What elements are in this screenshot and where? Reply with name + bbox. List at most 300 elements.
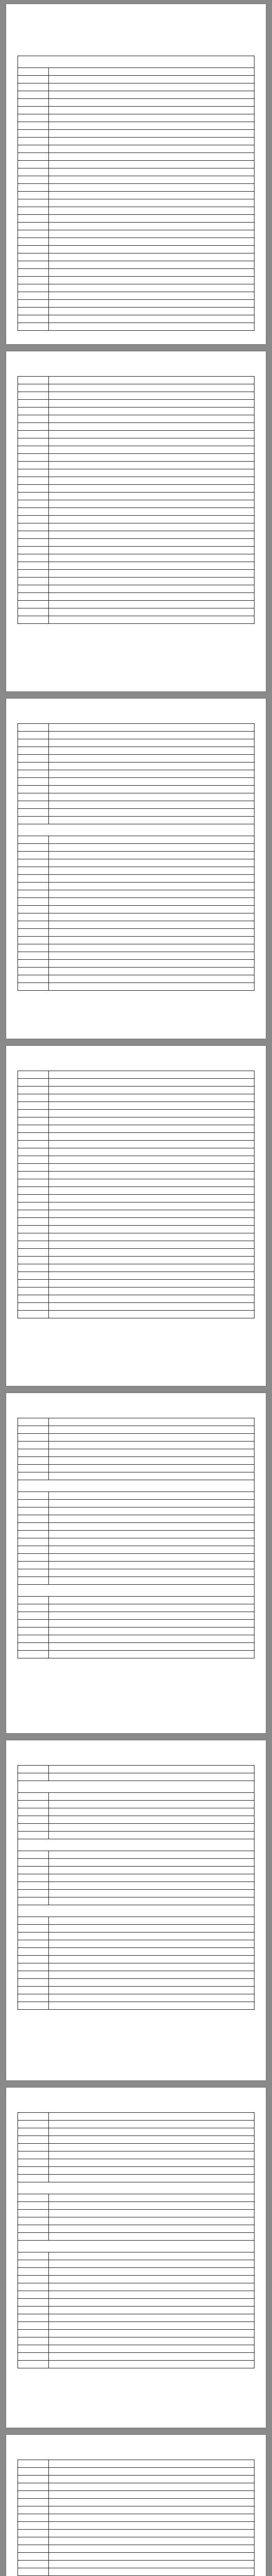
table-row	[18, 261, 254, 269]
item-number	[18, 2225, 49, 2233]
item-number	[18, 1925, 49, 1933]
document-page	[6, 1740, 266, 2080]
item-number	[18, 2568, 49, 2576]
item-label	[48, 2330, 254, 2337]
table-row	[18, 1577, 254, 1585]
item-number	[18, 1418, 49, 1426]
item-number	[18, 2530, 49, 2537]
table-row	[18, 2268, 254, 2276]
item-label	[48, 1604, 254, 1612]
table-row	[18, 1867, 254, 1874]
table-row	[18, 1311, 254, 1318]
item-number	[18, 1562, 49, 1569]
section-heading	[18, 56, 254, 68]
table-row	[18, 2121, 254, 2128]
table-row	[18, 801, 254, 809]
item-number	[18, 2121, 49, 2128]
table-row	[18, 570, 254, 578]
item-label	[48, 1773, 254, 1781]
item-label	[48, 883, 254, 890]
table-row	[18, 2151, 254, 2159]
table-row	[18, 1094, 254, 1102]
item-label	[48, 2268, 254, 2276]
item-number	[18, 462, 49, 469]
item-number	[18, 1465, 49, 1472]
table-row	[18, 906, 254, 913]
item-number	[18, 1577, 49, 1585]
item-number	[18, 2561, 49, 2568]
item-label	[48, 2299, 254, 2307]
item-number	[18, 732, 49, 739]
item-number	[18, 608, 49, 616]
items-table	[18, 56, 254, 331]
item-number	[18, 477, 49, 485]
item-label	[48, 975, 254, 983]
item-label	[48, 215, 254, 223]
item-label	[48, 2151, 254, 2159]
item-number	[18, 1507, 49, 1515]
item-number	[18, 107, 49, 114]
item-number	[18, 1187, 49, 1195]
item-number	[18, 269, 49, 277]
item-label	[48, 1133, 254, 1141]
item-number	[18, 554, 49, 562]
item-label	[48, 315, 254, 323]
item-label	[48, 2210, 254, 2217]
item-label	[48, 2561, 254, 2568]
table-row	[18, 562, 254, 570]
item-label	[48, 1241, 254, 1249]
table-row	[18, 1554, 254, 1562]
item-label	[48, 778, 254, 786]
table-row	[18, 184, 254, 192]
table-row	[18, 793, 254, 801]
table-row	[18, 1933, 254, 1940]
table-row	[18, 1442, 254, 1449]
item-number	[18, 1125, 49, 1133]
table-row	[18, 2537, 254, 2545]
item-label	[48, 238, 254, 246]
item-label	[48, 1882, 254, 1890]
item-label	[48, 852, 254, 859]
table-row	[18, 323, 254, 331]
item-number	[18, 2128, 49, 2136]
item-label	[48, 1801, 254, 1808]
item-number	[18, 76, 49, 83]
table-row	[18, 1832, 254, 1839]
item-label	[48, 114, 254, 122]
item-label	[48, 801, 254, 809]
table-row	[18, 523, 254, 531]
item-label	[48, 1832, 254, 1839]
item-number	[18, 593, 49, 601]
item-number	[18, 485, 49, 493]
item-number	[18, 2491, 49, 2499]
table-row	[18, 1426, 254, 1434]
item-label	[48, 1562, 254, 1569]
item-label	[48, 770, 254, 778]
table-row	[18, 438, 254, 446]
item-number	[18, 547, 49, 554]
item-number	[18, 2545, 49, 2553]
table-row	[18, 1773, 254, 1781]
table-row	[18, 1859, 254, 1867]
table-row	[18, 1948, 254, 1956]
item-number	[18, 377, 49, 384]
table-row	[18, 531, 254, 539]
item-number	[18, 1643, 49, 1651]
item-number	[18, 323, 49, 331]
table-row	[18, 1851, 254, 1859]
document-page	[6, 699, 266, 1039]
table-row	[18, 1917, 254, 1925]
item-label	[48, 531, 254, 539]
item-number	[18, 523, 49, 531]
item-label	[48, 1874, 254, 1882]
item-number	[18, 809, 49, 817]
item-number	[18, 2260, 49, 2268]
item-number	[18, 292, 49, 300]
item-label	[48, 2499, 254, 2506]
item-label	[48, 91, 254, 99]
item-label	[48, 99, 254, 107]
table-row	[18, 508, 254, 516]
item-number	[18, 1979, 49, 1987]
table-row	[18, 836, 254, 844]
item-number	[18, 2322, 49, 2330]
item-number	[18, 1249, 49, 1257]
item-label	[48, 1793, 254, 1801]
item-number	[18, 1824, 49, 1832]
item-label	[48, 477, 254, 485]
table-row	[18, 469, 254, 477]
item-label	[48, 2545, 254, 2553]
item-label	[48, 739, 254, 747]
item-number	[18, 867, 49, 875]
item-label	[48, 1948, 254, 1956]
table-row	[18, 500, 254, 508]
item-number	[18, 960, 49, 968]
section-heading	[18, 824, 254, 836]
item-number	[18, 1218, 49, 1226]
table-row	[18, 207, 254, 215]
item-label	[48, 1643, 254, 1651]
table-row	[18, 2514, 254, 2522]
items-table	[18, 376, 254, 624]
item-label	[48, 2468, 254, 2476]
document-page	[6, 1393, 266, 1733]
item-number	[18, 585, 49, 593]
item-label	[48, 1472, 254, 1480]
item-number	[18, 192, 49, 199]
item-label	[48, 817, 254, 824]
item-label	[48, 570, 254, 578]
item-number	[18, 1079, 49, 1087]
table-row	[18, 1241, 254, 1249]
table-row	[18, 2322, 254, 2330]
section-heading-row	[18, 1839, 254, 1851]
table-row	[18, 1628, 254, 1635]
item-label	[48, 608, 254, 616]
table-row	[18, 1538, 254, 1546]
item-label	[48, 1264, 254, 1272]
item-label	[48, 2283, 254, 2291]
item-number	[18, 1538, 49, 1546]
item-label	[48, 867, 254, 875]
item-label	[48, 153, 254, 161]
table-row	[18, 2476, 254, 2483]
table-row	[18, 2299, 254, 2307]
item-number	[18, 2299, 49, 2307]
table-row	[18, 2276, 254, 2283]
item-label	[48, 1492, 254, 1500]
table-row	[18, 747, 254, 755]
item-number	[18, 531, 49, 539]
item-number	[18, 153, 49, 161]
item-label	[48, 1094, 254, 1102]
table-row	[18, 593, 254, 601]
item-number	[18, 284, 49, 292]
item-number	[18, 1449, 49, 1457]
item-number	[18, 315, 49, 323]
item-label	[48, 890, 254, 898]
table-row	[18, 1141, 254, 1148]
item-label	[48, 1280, 254, 1287]
table-row	[18, 2337, 254, 2345]
item-number	[18, 944, 49, 952]
table-row	[18, 1434, 254, 1442]
item-number	[18, 2276, 49, 2283]
table-row	[18, 975, 254, 983]
item-label	[48, 438, 254, 446]
item-number	[18, 1515, 49, 1523]
table-row	[18, 1808, 254, 1816]
item-number	[18, 1766, 49, 1773]
table-row	[18, 107, 254, 114]
item-number	[18, 1442, 49, 1449]
table-row	[18, 1816, 254, 1824]
table-row	[18, 2568, 254, 2576]
table-row	[18, 99, 254, 107]
table-row	[18, 2353, 254, 2361]
table-row	[18, 2291, 254, 2299]
document-page	[6, 351, 266, 691]
item-number	[18, 223, 49, 230]
table-row	[18, 431, 254, 438]
item-label	[48, 1195, 254, 1202]
item-label	[48, 1141, 254, 1148]
item-label	[48, 585, 254, 593]
table-row	[18, 585, 254, 593]
item-number	[18, 844, 49, 852]
table-row	[18, 921, 254, 929]
item-label	[48, 554, 254, 562]
items-table	[18, 1765, 254, 2010]
table-row	[18, 153, 254, 161]
item-number	[18, 446, 49, 454]
table-row	[18, 1102, 254, 1110]
item-label	[48, 2144, 254, 2151]
item-number	[18, 1940, 49, 1948]
item-label	[48, 1808, 254, 1816]
table-row	[18, 377, 254, 384]
item-label	[48, 76, 254, 83]
item-number	[18, 1102, 49, 1110]
item-label	[48, 1434, 254, 1442]
item-number	[18, 1241, 49, 1249]
item-label	[48, 2225, 254, 2233]
item-number	[18, 1597, 49, 1604]
item-number	[18, 91, 49, 99]
table-row	[18, 2460, 254, 2468]
item-number	[18, 739, 49, 747]
table-row	[18, 2307, 254, 2314]
item-label	[48, 601, 254, 608]
table-row	[18, 1071, 254, 1079]
item-label	[48, 1233, 254, 1241]
item-number	[18, 883, 49, 890]
section-heading-row	[18, 1781, 254, 1793]
table-row	[18, 1890, 254, 1897]
item-label	[48, 960, 254, 968]
item-number	[18, 246, 49, 253]
item-label	[48, 2553, 254, 2561]
section-heading	[18, 1480, 254, 1492]
table-row	[18, 2167, 254, 2175]
item-label	[48, 2307, 254, 2314]
item-number	[18, 277, 49, 284]
item-label	[48, 859, 254, 867]
item-label	[48, 1963, 254, 1971]
table-row	[18, 1971, 254, 1979]
table-row	[18, 2483, 254, 2491]
item-label	[48, 377, 254, 384]
item-number	[18, 68, 49, 76]
section-heading	[18, 1585, 254, 1597]
item-label	[48, 1426, 254, 1434]
table-row	[18, 890, 254, 898]
item-number	[18, 168, 49, 176]
item-number	[18, 2330, 49, 2337]
table-row	[18, 1569, 254, 1577]
item-number	[18, 1110, 49, 1117]
items-table	[18, 2460, 254, 2576]
item-label	[48, 1994, 254, 2002]
item-number	[18, 562, 49, 570]
table-row	[18, 875, 254, 883]
table-row	[18, 778, 254, 786]
table-row	[18, 408, 254, 415]
item-number	[18, 1867, 49, 1874]
item-number	[18, 601, 49, 608]
table-row	[18, 2345, 254, 2353]
item-number	[18, 1882, 49, 1890]
item-label	[48, 199, 254, 207]
table-row	[18, 1264, 254, 1272]
table-row	[18, 292, 254, 300]
table-row	[18, 2225, 254, 2233]
table-row	[18, 1465, 254, 1472]
table-row	[18, 1651, 254, 1658]
table-row	[18, 852, 254, 859]
table-row	[18, 929, 254, 937]
table-row	[18, 952, 254, 960]
item-number	[18, 2345, 49, 2353]
item-number	[18, 1987, 49, 1994]
table-row	[18, 1079, 254, 1087]
item-number	[18, 1523, 49, 1531]
item-number	[18, 1851, 49, 1859]
table-row	[18, 2553, 254, 2561]
table-row	[18, 2194, 254, 2202]
item-label	[48, 300, 254, 308]
item-label	[48, 844, 254, 852]
table-row	[18, 114, 254, 122]
table-row	[18, 1156, 254, 1164]
item-number	[18, 122, 49, 130]
item-number	[18, 2553, 49, 2561]
item-number	[18, 1963, 49, 1971]
item-number	[18, 975, 49, 983]
item-number	[18, 1801, 49, 1808]
table-row	[18, 277, 254, 284]
item-label	[48, 192, 254, 199]
item-number	[18, 2522, 49, 2530]
table-row	[18, 1987, 254, 1994]
item-number	[18, 408, 49, 415]
table-row	[18, 446, 254, 454]
item-number	[18, 2468, 49, 2476]
item-label	[48, 724, 254, 732]
item-label	[48, 485, 254, 493]
item-number	[18, 516, 49, 523]
table-row	[18, 454, 254, 462]
item-label	[48, 2476, 254, 2483]
item-label	[48, 1816, 254, 1824]
item-number	[18, 724, 49, 732]
item-label	[48, 2353, 254, 2361]
table-row	[18, 817, 254, 824]
item-label	[48, 1071, 254, 1079]
table-row	[18, 2210, 254, 2217]
item-label	[48, 578, 254, 585]
table-row	[18, 913, 254, 921]
table-row	[18, 1801, 254, 1808]
item-number	[18, 138, 49, 145]
section-heading-row	[18, 1480, 254, 1492]
item-label	[48, 1597, 254, 1604]
table-row	[18, 2144, 254, 2151]
item-number	[18, 1651, 49, 1658]
item-label	[48, 952, 254, 960]
table-row	[18, 1280, 254, 1287]
table-row	[18, 1418, 254, 1426]
item-label	[48, 184, 254, 192]
item-label	[48, 323, 254, 331]
item-label	[48, 308, 254, 315]
item-number	[18, 983, 49, 991]
table-row	[18, 1523, 254, 1531]
item-number	[18, 2537, 49, 2545]
item-number	[18, 1164, 49, 1172]
table-row	[18, 1110, 254, 1117]
item-number	[18, 1071, 49, 1079]
table-row	[18, 1612, 254, 1620]
item-number	[18, 431, 49, 438]
item-number	[18, 1635, 49, 1643]
table-row	[18, 2330, 254, 2337]
item-label	[48, 2460, 254, 2468]
